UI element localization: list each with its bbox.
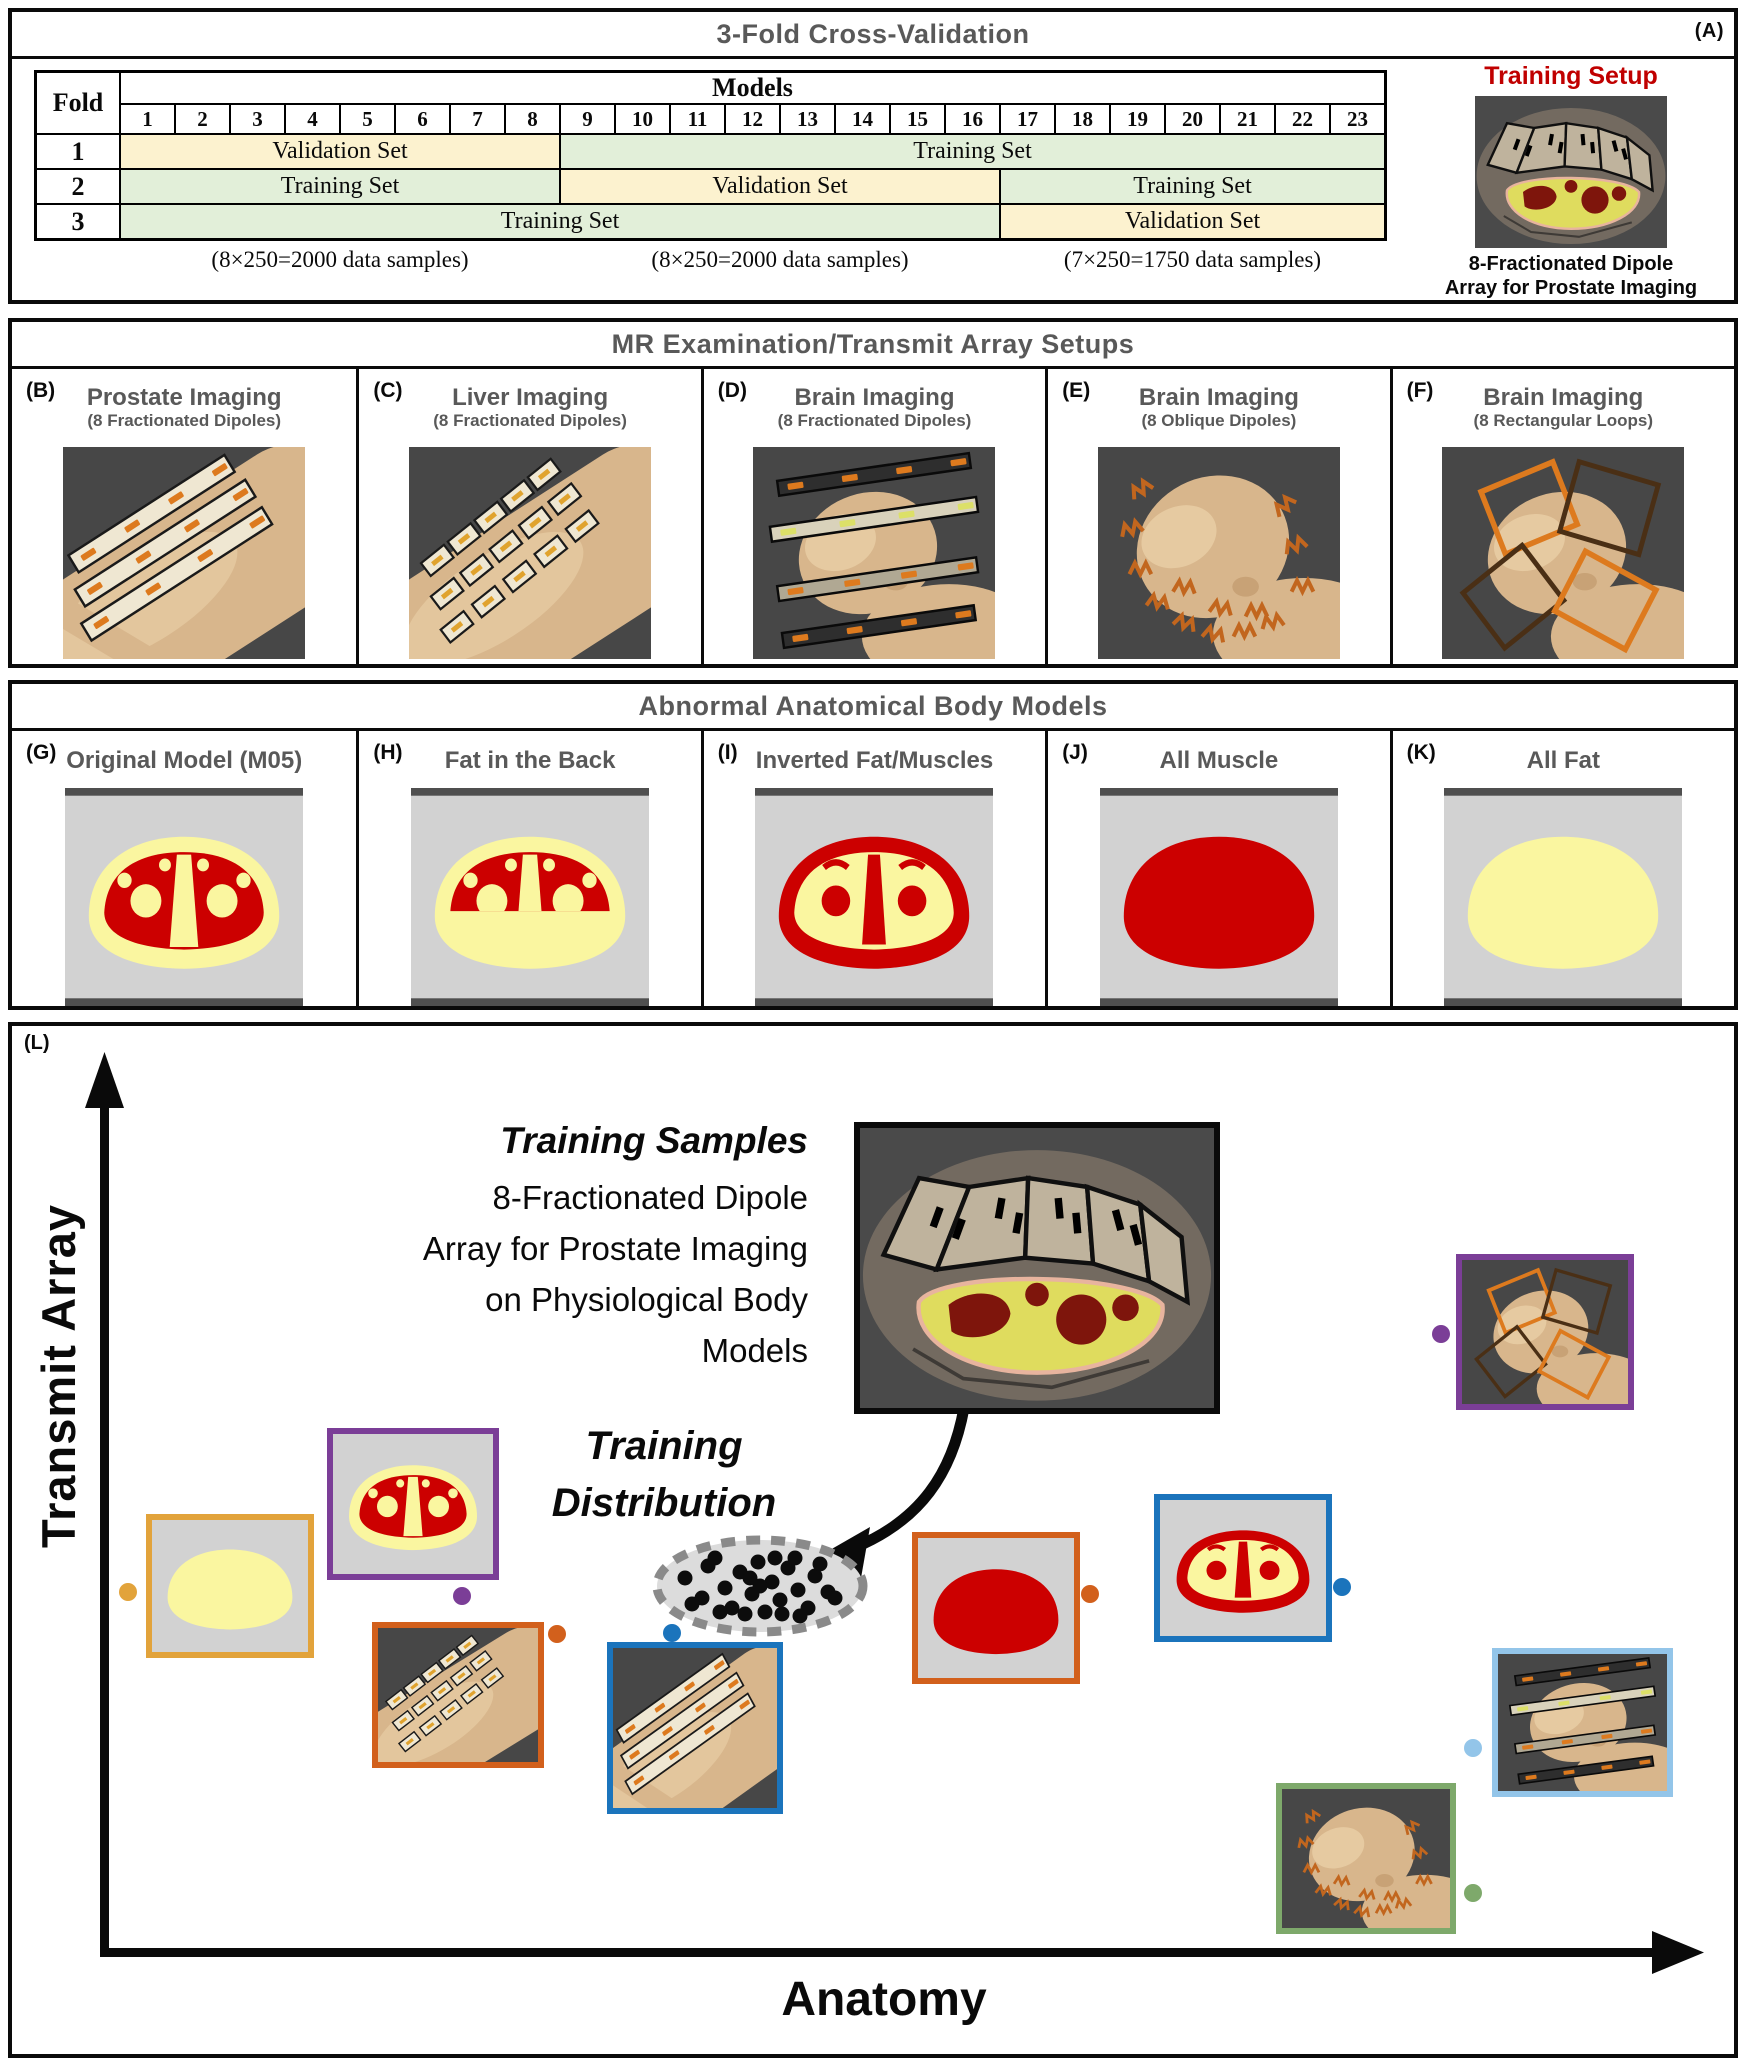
cross-validation-table xyxy=(34,70,1387,279)
model-number: 15 xyxy=(890,104,945,134)
column-header xyxy=(12,737,356,783)
set-cell-training: Training Set xyxy=(120,204,1000,239)
training-setup-image xyxy=(1475,96,1667,248)
column-f xyxy=(1390,369,1734,664)
scene-image-body-array-prostate xyxy=(63,447,305,659)
panel-a-title-bar xyxy=(12,12,1734,59)
sample-count-caption: (8×250=2000 data samples) xyxy=(651,247,909,272)
model-number: 23 xyxy=(1330,104,1385,134)
x-axis-arrowhead-icon xyxy=(1652,1931,1704,1974)
distribution-dot xyxy=(701,1559,716,1574)
training-setup-block xyxy=(1420,62,1722,300)
column-letter: (G) xyxy=(26,741,57,764)
model-number: 9 xyxy=(560,104,615,134)
column-letter: (J) xyxy=(1062,741,1088,764)
scatter-item-original-m05-slice xyxy=(327,1428,499,1580)
panel-gk-title: Abnormal Anatomical Body Models xyxy=(638,690,1108,721)
training-distribution-ellipse xyxy=(657,1540,863,1632)
distribution-dot xyxy=(793,1609,808,1624)
training-distribution-label xyxy=(464,1418,864,1532)
set-cell-training: Training Set xyxy=(120,169,560,204)
fold-header: Fold xyxy=(36,72,120,134)
column-title: All Fat xyxy=(1526,746,1600,774)
training-distribution-dots xyxy=(678,1551,843,1624)
set-cell-training: Training Set xyxy=(1000,169,1385,204)
column-header xyxy=(1393,737,1734,783)
model-number: 2 xyxy=(175,104,230,134)
column-header xyxy=(1393,375,1734,439)
column-g xyxy=(12,731,356,1006)
panel-body-models xyxy=(8,680,1738,1010)
training-distribution-line: Training xyxy=(585,1424,743,1468)
distribution-dot xyxy=(733,1565,748,1580)
column-title: All Muscle xyxy=(1159,746,1279,774)
column-k xyxy=(1390,731,1734,1006)
scene-image-head-dipoles xyxy=(753,447,995,659)
training-distribution-line: Distribution xyxy=(551,1481,777,1525)
column-letter: (I) xyxy=(717,741,738,764)
set-cell-validation: Validation Set xyxy=(120,134,560,169)
column-title: Prostate Imaging xyxy=(86,383,282,411)
panel-array-setups xyxy=(8,318,1738,668)
scatter-dot-brain-loops-setup xyxy=(1432,1325,1450,1343)
column-subtitle: (8 Fractionated Dipoles) xyxy=(87,410,282,430)
y-axis-arrowhead-icon xyxy=(85,1052,124,1108)
sample-captions xyxy=(34,241,1385,279)
distribution-dot xyxy=(791,1583,806,1598)
distribution-dot xyxy=(768,1551,783,1566)
column-letter: (E) xyxy=(1062,379,1091,402)
column-title: Brain Imaging xyxy=(794,383,955,411)
column-title: Liver Imaging xyxy=(452,383,609,411)
panel-cross-validation xyxy=(8,8,1738,304)
distribution-dot xyxy=(788,1551,803,1566)
column-header xyxy=(359,737,700,783)
model-number: 4 xyxy=(285,104,340,134)
model-number: 8 xyxy=(505,104,560,134)
scene-image-head-loops xyxy=(1442,447,1684,659)
column-j xyxy=(1045,731,1389,1006)
distribution-dot xyxy=(801,1601,816,1616)
fold-number: 3 xyxy=(36,204,120,239)
distribution-dot xyxy=(808,1569,823,1584)
scatter-item-liver-array-setup xyxy=(372,1622,544,1768)
distribution-dot xyxy=(753,1579,768,1594)
distribution-dot xyxy=(718,1581,733,1596)
set-cell-validation: Validation Set xyxy=(560,169,1000,204)
distribution-dot xyxy=(765,1575,780,1590)
scene-image-slice-original xyxy=(65,788,303,1006)
scatter-dot-prostate-array-setup xyxy=(663,1624,681,1642)
distribution-dot xyxy=(775,1607,790,1622)
column-letter: (H) xyxy=(373,741,403,764)
column-header xyxy=(704,737,1045,783)
column-h xyxy=(356,731,700,1006)
scatter-dot-inverted-slice xyxy=(1333,1578,1351,1596)
training-samples-arrow xyxy=(856,1408,964,1547)
training-samples-line: Models xyxy=(701,1332,808,1369)
column-d xyxy=(701,369,1045,664)
scatter-item-inverted-slice xyxy=(1154,1494,1332,1642)
distribution-dot xyxy=(813,1557,828,1572)
model-number: 6 xyxy=(395,104,450,134)
set-cell-validation: Validation Set xyxy=(1000,204,1385,239)
model-number: 3 xyxy=(230,104,285,134)
model-number: 1 xyxy=(120,104,175,134)
models-header: Models xyxy=(120,72,1385,104)
model-number: 22 xyxy=(1275,104,1330,134)
scene-image-slice-inverted xyxy=(755,788,993,1006)
scatter-dot-all-fat-slice xyxy=(119,1583,137,1601)
column-header xyxy=(12,375,356,439)
column-header xyxy=(1048,737,1389,783)
column-subtitle: (8 Oblique Dipoles) xyxy=(1141,410,1297,430)
training-samples-line: on Physiological Body xyxy=(485,1281,808,1318)
column-subtitle: (8 Fractionated Dipoles) xyxy=(777,410,972,430)
distribution-dot xyxy=(738,1607,753,1622)
scene-image-slice-muscle xyxy=(1100,788,1338,1006)
column-e xyxy=(1045,369,1389,664)
fold-number: 2 xyxy=(36,169,120,204)
training-setup-caption-line1: 8-Fractionated Dipole xyxy=(1468,253,1674,275)
panel-bf-title: MR Examination/Transmit Array Setups xyxy=(611,328,1135,359)
panel-distribution-plot xyxy=(8,1022,1738,2058)
column-letter: (D) xyxy=(717,379,747,402)
training-samples-title: Training Samples xyxy=(500,1120,808,1161)
column-b xyxy=(12,369,356,664)
column-header xyxy=(1048,375,1389,439)
model-number: 18 xyxy=(1055,104,1110,134)
array-setup-columns xyxy=(12,369,1734,664)
panel-a-title: 3-Fold Cross-Validation xyxy=(716,18,1030,49)
distribution-dot xyxy=(821,1585,836,1600)
model-number: 14 xyxy=(835,104,890,134)
panel-gk-title-bar xyxy=(12,684,1734,731)
scatter-dot-brain-dipoles-setup xyxy=(1464,1739,1482,1757)
column-title: Brain Imaging xyxy=(1483,383,1644,411)
model-number: 5 xyxy=(340,104,395,134)
training-setup-title: Training Setup xyxy=(1484,62,1658,90)
scene-image-slice-fat xyxy=(1444,788,1682,1006)
training-setup-caption-line2: Array for Prostate Imaging xyxy=(1444,277,1698,299)
scatter-item-brain-dipoles-setup xyxy=(1492,1648,1673,1797)
column-header xyxy=(704,375,1045,439)
scatter-item-brain-oblique-setup xyxy=(1276,1783,1456,1934)
distribution-dot xyxy=(773,1593,788,1608)
model-number: 10 xyxy=(615,104,670,134)
distribution-dot xyxy=(678,1571,693,1586)
model-number: 16 xyxy=(945,104,1000,134)
sample-count-caption: (8×250=2000 data samples) xyxy=(211,247,469,272)
column-letter: (F) xyxy=(1406,379,1434,402)
distribution-dot xyxy=(685,1597,700,1612)
distribution-dot xyxy=(751,1555,766,1570)
panel-a-tag: (A) xyxy=(1694,20,1724,42)
model-number: 21 xyxy=(1220,104,1275,134)
set-cell-training: Training Set xyxy=(560,134,1385,169)
model-number: 19 xyxy=(1110,104,1165,134)
fold-number: 1 xyxy=(36,134,120,169)
scatter-item-prostate-array-setup xyxy=(607,1642,783,1814)
distribution-dot xyxy=(743,1571,758,1586)
training-samples-line: Array for Prostate Imaging xyxy=(422,1230,808,1267)
training-samples-image xyxy=(854,1122,1220,1414)
training-samples-text xyxy=(423,1120,808,1376)
column-header xyxy=(359,375,700,439)
y-axis-label: Transmit Array xyxy=(31,1204,85,1549)
arrowhead-icon xyxy=(816,1527,870,1578)
scatter-dot-original-m05-slice xyxy=(453,1587,471,1605)
scatter-item-brain-loops-setup xyxy=(1456,1254,1634,1410)
model-number: 12 xyxy=(725,104,780,134)
model-number: 11 xyxy=(670,104,725,134)
model-number: 20 xyxy=(1165,104,1220,134)
column-i xyxy=(701,731,1045,1006)
panel-l-tag: (L) xyxy=(24,1032,50,1054)
column-c xyxy=(356,369,700,664)
distribution-dot xyxy=(713,1605,728,1620)
scene-image-head-oblique xyxy=(1098,447,1340,659)
sample-count-caption: (7×250=1750 data samples) xyxy=(1063,247,1322,272)
scatter-dot-brain-oblique-setup xyxy=(1464,1884,1482,1902)
column-title: Fat in the Back xyxy=(444,746,616,774)
column-subtitle: (8 Fractionated Dipoles) xyxy=(433,410,627,430)
model-number: 7 xyxy=(450,104,505,134)
distribution-dot xyxy=(828,1591,843,1606)
x-axis-label: Anatomy xyxy=(781,1973,987,2026)
column-title: Inverted Fat/Muscles xyxy=(755,746,994,774)
scatter-dot-all-muscle-slice xyxy=(1081,1585,1099,1603)
scatter-item-all-fat-slice xyxy=(146,1514,314,1658)
scatter-item-all-muscle-slice xyxy=(912,1532,1080,1684)
model-number: 17 xyxy=(1000,104,1055,134)
distribution-dot xyxy=(708,1551,723,1566)
model-number: 13 xyxy=(780,104,835,134)
column-subtitle: (8 Rectangular Loops) xyxy=(1473,410,1654,430)
distribution-dot xyxy=(758,1605,773,1620)
column-letter: (K) xyxy=(1406,741,1436,764)
distribution-dot xyxy=(781,1561,796,1576)
scene-image-body-array-liver xyxy=(409,447,651,659)
column-title: Original Model (M05) xyxy=(66,746,303,774)
column-title: Brain Imaging xyxy=(1138,383,1299,411)
training-samples-line: 8-Fractionated Dipole xyxy=(492,1179,808,1216)
panel-bf-title-bar xyxy=(12,322,1734,369)
distribution-dot xyxy=(695,1591,710,1606)
scene-image-slice-fatback xyxy=(411,788,649,1006)
column-letter: (B) xyxy=(26,379,56,402)
y-axis-line xyxy=(100,1080,109,1952)
x-axis-line xyxy=(100,1948,1674,1957)
column-letter: (C) xyxy=(373,379,403,402)
scatter-dot-liver-array-setup xyxy=(548,1625,566,1643)
distribution-dot xyxy=(745,1587,760,1602)
fold-grid xyxy=(34,70,1387,241)
distribution-dot xyxy=(725,1601,740,1616)
body-model-columns xyxy=(12,731,1734,1006)
